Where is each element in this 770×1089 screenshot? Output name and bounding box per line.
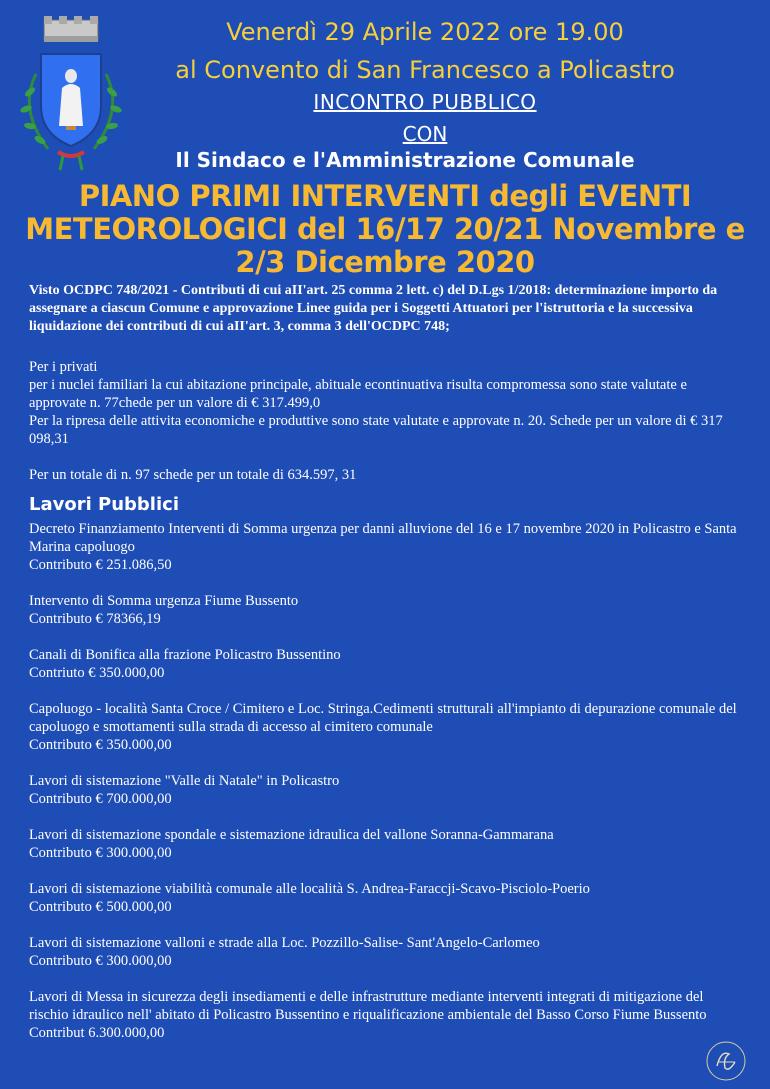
event-hosts: Il Sindaco e l'Amministrazione Comunale [175,148,635,172]
list-item [29,934,744,970]
privati-text: per i nuclei familiari la cui abitazione principale, abituale econtinuativa risulta compromessa sono state valutate e approvate n. 77chede per un valore di € 317.499,0 [29,377,687,411]
lavori-amount: Contributo € 78366,19 [29,611,161,627]
list-item [29,700,744,754]
lavori-desc: Decreto Finanziamento Interventi di Somma urgenza per danni alluvione del 16 e 17 novembre 2020 in Policastro e Santa Marina capoluogo [29,521,737,555]
privati-section [29,358,744,484]
lavori-desc: Lavori di sistemazione valloni e strade alla Loc. Pozzillo-Salise- Sant'Angelo-Carlomeo [29,935,540,951]
lavori-heading: Lavori Pubblici [29,494,179,515]
event-date: Venerdì 29 Aprile 2022 ore 19.00 [226,18,624,46]
page-title [20,180,750,279]
list-item [29,646,744,682]
list-item [29,826,744,862]
lavori-desc: Lavori di sistemazione viabilità comunale alle località S. Andrea-Faraccji-Scavo-Pisciolo-Poerio [29,881,590,897]
list-item [29,772,744,808]
lavori-desc: Intervento di Somma urgenza Fiume Bussento [29,593,299,609]
title-line-1: PIANO PRIMI INTERVENTI degli EVENTI [78,179,692,213]
lavori-amount: Contributo € 300.000,00 [29,845,172,861]
list-item [29,988,744,1042]
list-item [29,520,744,574]
lavori-amount: Contributo € 500.000,00 [29,899,172,915]
lavori-list [29,520,744,1042]
event-with: CON [402,122,448,146]
lavori-amount: Contributo € 700.000,00 [29,791,172,807]
lavori-amount: Contribut 6.300.000,00 [29,1025,165,1041]
lavori-amount: Contriuto € 350.000,00 [29,665,165,681]
attivita-text: Per la ripresa delle attivita economiche e produttive sono state valutate e approvate n. 20. Schede per un valore di € 317 098,31 [29,413,723,447]
visto-paragraph: Visto OCDPC 748/2021 - Contributi di cui aII'art. 25 comma 2 lett. c) del D.Lgs 1/2018: determinazione importo da assegnare a ciascun Comune e approvazione Linee guida per i Soggetti Attuatori per l'istruttoria e la successiva liquidazione dei contributi di cui aII'art. 3, comma 3 dell'OCDPC 748; [29,283,718,334]
lavori-desc: Capoluogo - località Santa Croce / Cimitero e Loc. Stringa.Cedimenti strutturali all'impianto di depurazione comunale del capoluogo e smottamenti sulla strada di accesso al cimitero comunale [29,701,737,735]
title-line-3: 2/3 Dicembre 2020 [235,245,535,279]
totale-text: Per un totale di n. 97 schede per un totale di 634.597, 31 [29,467,357,483]
lavori-desc: Canali di Bonifica alla frazione Policastro Bussentino [29,647,341,663]
title-line-2: METEOROLOGICI del 16/17 20/21 Novembre e [25,212,745,246]
lavori-amount: Contributo € 251.086,50 [29,557,172,573]
lavori-desc: Lavori di sistemazione "Valle di Natale" in Policastro [29,773,340,789]
lavori-amount: Contributo € 300.000,00 [29,953,172,969]
lavori-amount: Contributo € 350.000,00 [29,737,172,753]
list-item [29,592,744,628]
event-location: al Convento di San Francesco a Policastro [175,56,675,84]
event-type: INCONTRO PUBBLICO [313,90,537,114]
signature-logo-icon [705,1040,747,1082]
list-item [29,880,744,916]
lavori-desc: Lavori di sistemazione spondale e sistemazione idraulica del vallone Soranna-Gammarana [29,827,554,843]
lavori-desc: Lavori di Messa in sicurezza degli insediamenti e delle infrastrutture mediante interventi integrati di mitigazione del rischio idraulico nell' abitato di Policastro Bussentino e riqualificazione ambientale del Basso Corso Fiume Bussento [29,989,707,1023]
privati-title: Per i privati [29,359,98,375]
